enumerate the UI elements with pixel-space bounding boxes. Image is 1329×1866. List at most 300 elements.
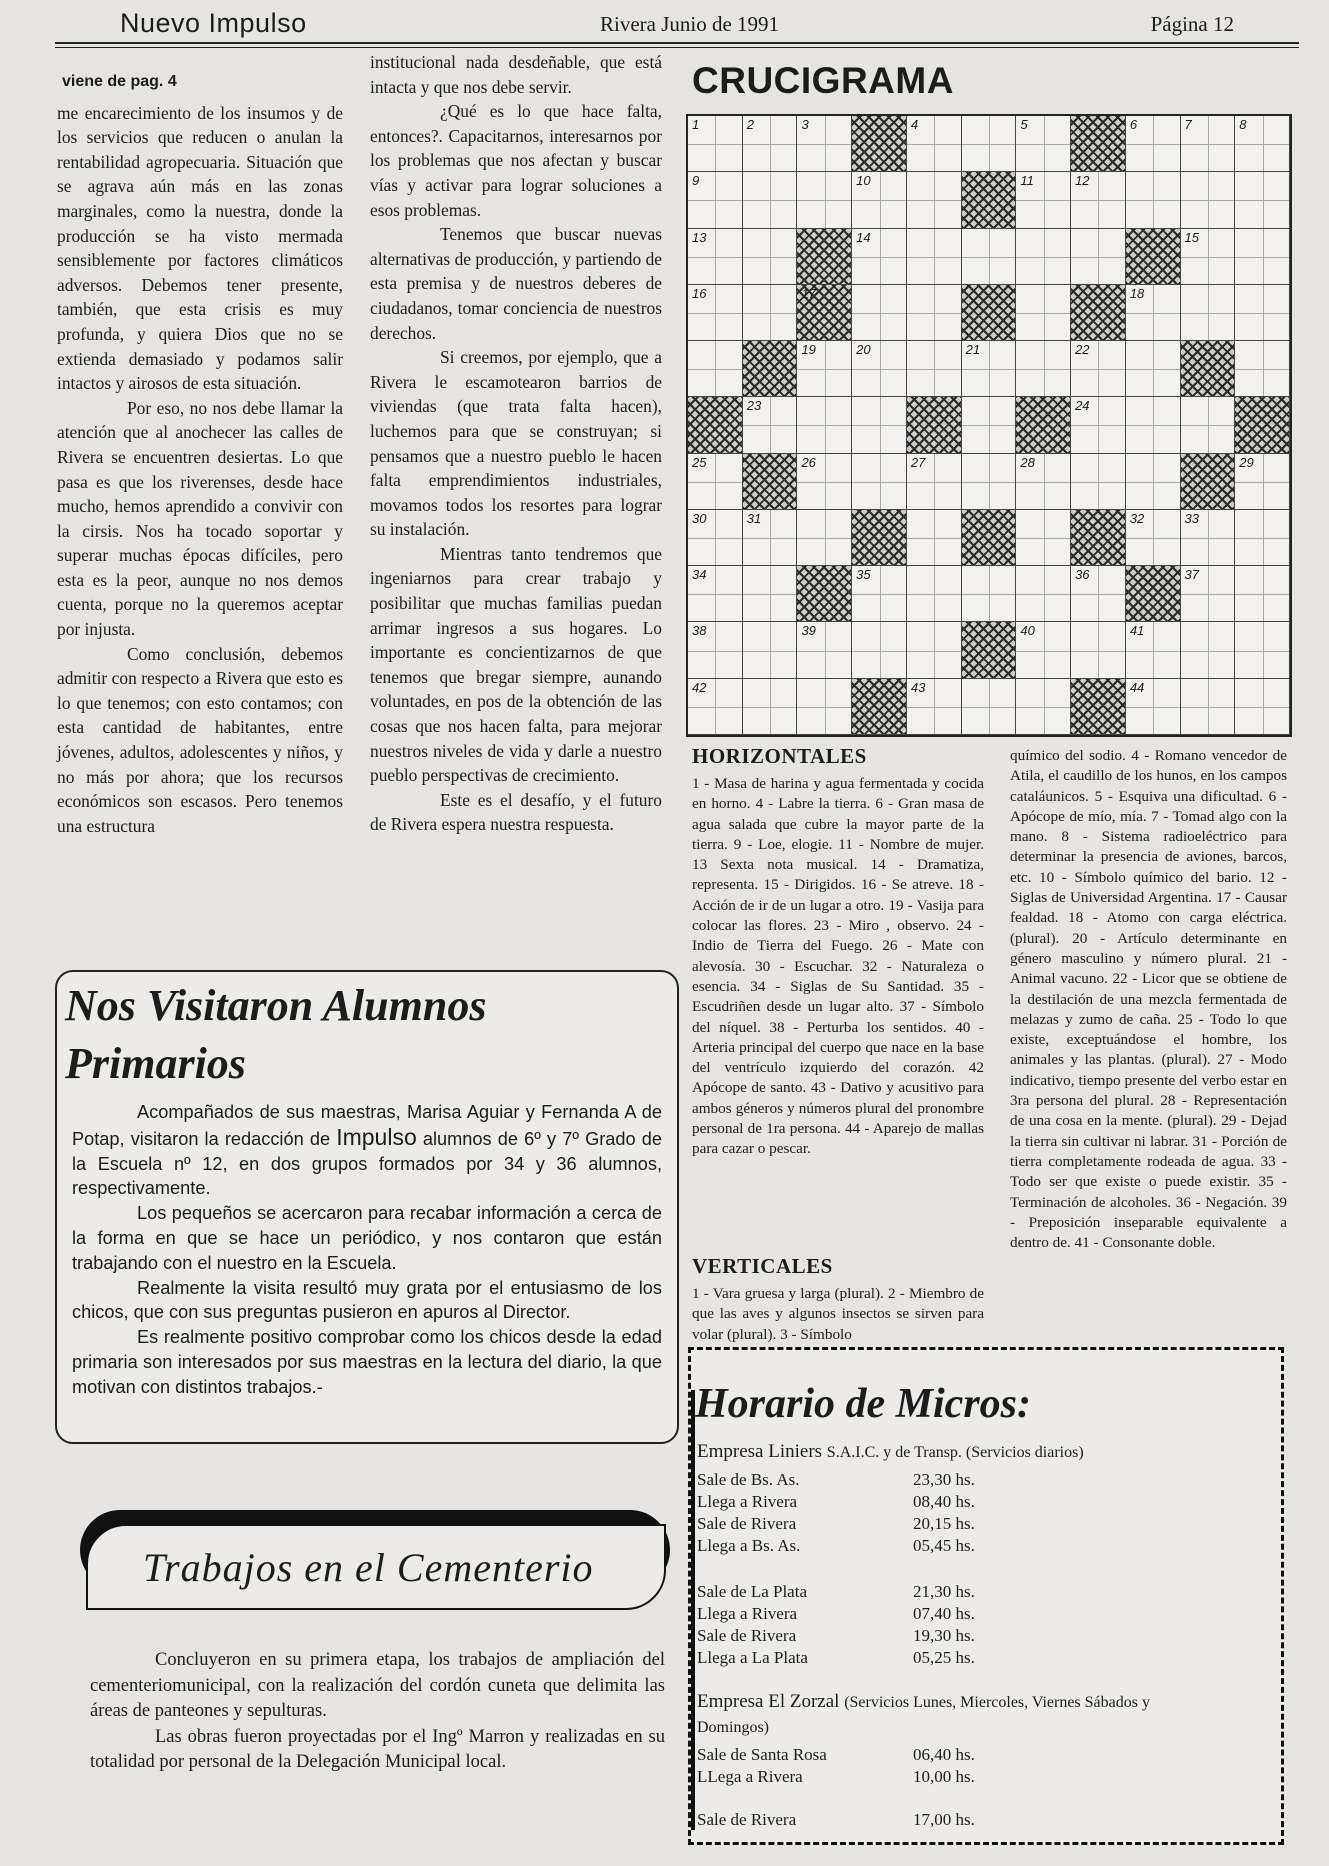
crossword-cell[interactable] — [1181, 285, 1236, 341]
crossword-number: 37 — [1184, 567, 1199, 583]
publication-name: Nuevo Impulso — [120, 8, 307, 38]
paragraph: Como conclusión, debemos admitir con respecto a Rivera que esto es lo que tenemos; con esto contamos; con esta cantidad de habitantes, entre jóvenes, adultos, adolescentes y niños, y no más por ahora; que los recursos económicos son escasos. Pero tenemos una estructura — [57, 643, 343, 836]
cell-guide-line — [825, 116, 826, 171]
cell-guide-line — [825, 679, 826, 734]
cell-guide-line — [934, 341, 935, 396]
crossword-cell[interactable] — [1126, 397, 1181, 453]
crossword-number: 4 — [910, 117, 919, 132]
crossword-cell[interactable] — [962, 679, 1017, 735]
crossword-black-cell — [962, 510, 1017, 566]
cell-guide-line — [880, 341, 881, 396]
cell-guide-line — [880, 454, 881, 509]
cell-guide-line — [770, 679, 771, 734]
crossword-cell[interactable] — [852, 397, 907, 453]
cell-guide-line — [1208, 116, 1209, 171]
crossword-cell[interactable] — [688, 454, 743, 510]
banner-frame — [86, 1524, 666, 1610]
cell-guide-line — [1263, 566, 1264, 621]
company-zorzal — [697, 1691, 1150, 1713]
page-number: Página 12 — [1150, 12, 1234, 36]
crossword-cell[interactable] — [743, 397, 798, 453]
cell-guide-line — [1044, 116, 1045, 171]
crossword-cell[interactable] — [1016, 116, 1071, 172]
cell-guide-line — [1153, 510, 1154, 565]
crossword-number: 14 — [856, 229, 871, 245]
cell-guide-line — [770, 229, 771, 284]
crossword-cell[interactable] — [1071, 566, 1126, 622]
text-span: alumnos de 6º y 7º Grado de la Escuela nº 12, en dos grupos formados por 34 y 36 alumnos, respectivamente. — [72, 1128, 663, 1199]
crossword-number: 39 — [801, 623, 816, 639]
clue-text: 1 - Masa de harina y agua fermentada y cocida en horno. 4 - Labre la tierra. 6 - Gran masa de agua salada que cubre la mayor parte de la tierra. 9 - Loe, elogie. 11 - Nombre de mujer. 13 Sexta nota musical. 14 - Dramatiza, representa. 15 - Dirigidos. 16 - Se atreve. 18 - Acción de ir de un lugar a otro. 19 - Vasija para colocar las flores. 23 - Miro , observo. 24 - Indio de Tierra del Fuego. 26 - Mate con alevosía. 30 - Escuchar. 32 - Naturaleza o esencia. 34 - Siglas de Su Santidad. 35 - Escudriñen desde un lugar alto. 37 - Símbolo del níquel. 38 - Perturba los sentidos. 40 - Arteria principal del cuerpo que nace en la base del ventrículo izquierdo del corazón. 42 Apócope de santo. 43 - Dativo y acusitivo para ambos géneros y números plural del pronombre personal de 1ra persona. 44 - Aparejo de mallas para cazar o pescar. — [692, 775, 984, 1158]
cell-guide-line — [715, 229, 716, 284]
crossword-cell[interactable] — [1126, 116, 1181, 172]
schedule-time: 20,15 hs. — [913, 1514, 975, 1533]
crossword-cell[interactable] — [688, 285, 743, 341]
crossword-cell[interactable] — [1181, 397, 1236, 453]
visit-title-line1: Nos Visitaron Alumnos — [65, 981, 487, 1030]
paragraph: Concluyeron en su primera etapa, los trabajos de ampliación del cementeriomunicipal, con la realización del cordón cuneta que delimita las áreas de panteones y sepulturas. — [90, 1650, 665, 1721]
crossword-cell[interactable] — [688, 116, 743, 172]
cell-guide-line — [715, 566, 716, 621]
cell-guide-line — [880, 566, 881, 621]
crossword-black-cell — [852, 116, 907, 172]
brand-name: Impulso — [336, 1123, 417, 1150]
crossword-cell[interactable] — [907, 116, 962, 172]
crossword-cell[interactable] — [907, 341, 962, 397]
crossword-cell[interactable] — [1071, 397, 1126, 453]
cell-guide-line — [934, 229, 935, 284]
crossword-cell[interactable] — [1016, 172, 1071, 228]
continued-from: viene de pag. 4 — [62, 73, 177, 90]
cell-guide-line — [770, 116, 771, 171]
schedule-time: 23,30 hs. — [913, 1470, 975, 1489]
crossword-cell[interactable] — [1235, 285, 1290, 341]
cell-guide-line — [989, 679, 990, 734]
crossword-cell[interactable] — [688, 566, 743, 622]
bus-schedule-box — [688, 1347, 1284, 1845]
crossword-cell[interactable] — [743, 510, 798, 566]
crossword-number: 41 — [1129, 623, 1145, 639]
crossword-number: 2 — [746, 117, 754, 132]
crossword-cell[interactable] — [962, 397, 1017, 453]
cell-guide-line — [989, 454, 990, 509]
header-rule — [55, 42, 1299, 44]
crossword-cell[interactable] — [688, 679, 743, 735]
cell-guide-line — [1044, 566, 1045, 621]
crossword-black-cell — [1126, 566, 1181, 622]
crossword-black-cell — [1016, 397, 1071, 453]
crossword-cell[interactable] — [1235, 172, 1290, 228]
crossword-number: 18 — [1129, 285, 1145, 301]
crossword-number: 25 — [692, 454, 707, 470]
cell-guide-line — [1263, 679, 1264, 734]
crossword-number: 43 — [910, 679, 926, 695]
crossword-title: CRUCIGRAMA — [692, 60, 954, 101]
schedule-time: 07,40 hs. — [913, 1604, 975, 1623]
cell-guide-line — [1098, 566, 1099, 621]
cell-guide-line — [1153, 341, 1154, 396]
crossword-cell[interactable] — [852, 454, 907, 510]
crossword-cell[interactable] — [1126, 341, 1181, 397]
crossword-grid — [686, 114, 1292, 737]
cementerio-title: Trabajos en el Cementerio — [143, 1545, 594, 1590]
schedule-time: 05,45 hs. — [913, 1536, 975, 1555]
company-liniers — [697, 1441, 1084, 1463]
crossword-cell[interactable] — [688, 229, 743, 285]
cell-guide-line — [825, 341, 826, 396]
crossword-number: 8 — [1239, 117, 1247, 132]
paragraph: Es realmente positivo comprobar como los chicos desde la edad primaria son interesados por sus maestras en la lectura del diario, la que motivan con distintos trabajos.- — [72, 1327, 662, 1397]
crossword-number: 10 — [856, 173, 871, 189]
crossword-cell[interactable] — [1016, 454, 1071, 510]
cell-guide-line — [715, 116, 716, 171]
cell-guide-line — [1044, 510, 1045, 565]
crossword-cell[interactable] — [907, 679, 962, 735]
cell-guide-line — [1263, 510, 1264, 565]
cell-guide-line — [770, 172, 771, 227]
cell-guide-line — [934, 622, 935, 677]
company-zorzal-note2 — [697, 1716, 769, 1738]
crossword-cell[interactable] — [1016, 510, 1071, 566]
crossword-cell[interactable] — [1126, 285, 1181, 341]
cell-guide-line — [770, 622, 771, 677]
schedule-place: Sale de Santa Rosa — [697, 1745, 827, 1764]
crossword-cell[interactable] — [1016, 622, 1071, 678]
schedule-place: Sale de Rivera — [697, 1514, 797, 1533]
cell-guide-line — [1263, 229, 1264, 284]
crossword-cell[interactable] — [962, 454, 1017, 510]
crossword-cell[interactable] — [797, 397, 852, 453]
cell-guide-line — [1098, 341, 1099, 396]
schedule-time: 05,25 hs. — [913, 1648, 975, 1667]
crossword-cell[interactable] — [1235, 341, 1290, 397]
crossword-cell[interactable] — [688, 510, 743, 566]
schedule-place: Sale de La Plata — [697, 1582, 807, 1601]
cell-guide-line — [825, 172, 826, 227]
crossword-cell[interactable] — [907, 454, 962, 510]
cell-guide-line — [880, 397, 881, 452]
paragraph: ¿Qué es lo que hace falta, entonces?. Capacitarnos, interesarnos por los problemas que nos afectan y buscar vías y activar para lograr soluciones a esos problemas. — [370, 101, 662, 220]
crossword-cell[interactable] — [907, 285, 962, 341]
crossword-cell[interactable] — [852, 566, 907, 622]
schedule-time: 10,00 hs. — [913, 1767, 975, 1786]
crossword-cell[interactable] — [1235, 679, 1290, 735]
crossword-cell[interactable] — [907, 566, 962, 622]
paragraph — [72, 1100, 662, 1201]
crossword-black-cell — [688, 397, 743, 453]
cell-guide-line — [770, 285, 771, 340]
company-note: (Servicios Lunes, Miercoles, Viernes Sábados y — [844, 1694, 1150, 1711]
cell-guide-line — [1153, 622, 1154, 677]
cell-guide-line — [715, 341, 716, 396]
cell-guide-line — [1208, 566, 1209, 621]
crossword-black-cell — [852, 679, 907, 735]
cell-guide-line — [715, 454, 716, 509]
crossword-number: 29 — [1239, 454, 1254, 470]
cell-guide-line — [1044, 679, 1045, 734]
schedule-place: Llega a Rivera — [697, 1604, 798, 1623]
crossword-cell[interactable] — [688, 341, 743, 397]
crossword-cell[interactable] — [1016, 566, 1071, 622]
schedule-place: Llega a Rivera — [697, 1492, 798, 1511]
cell-guide-line — [1044, 172, 1045, 227]
crossword-cell[interactable] — [852, 285, 907, 341]
cell-guide-line — [1208, 622, 1209, 677]
crossword-black-cell — [743, 341, 798, 397]
crossword-number: 32 — [1129, 510, 1145, 526]
cell-guide-line — [770, 566, 771, 621]
cell-guide-line — [1153, 679, 1154, 734]
cell-guide-line — [989, 566, 990, 621]
crossword-black-cell — [797, 285, 852, 341]
crossword-black-cell — [907, 397, 962, 453]
crossword-cell[interactable] — [797, 341, 852, 397]
crossword-number: 35 — [856, 567, 871, 583]
schedule-place: Sale de Rivera — [697, 1626, 797, 1645]
cell-guide-line — [880, 622, 881, 677]
crossword-cell[interactable] — [743, 229, 798, 285]
company-note: Domingos) — [697, 1719, 769, 1736]
crossword-number: 7 — [1184, 117, 1192, 132]
crossword-number: 44 — [1129, 679, 1145, 695]
crossword-cell[interactable] — [743, 679, 798, 735]
crossword-black-cell — [797, 566, 852, 622]
cell-guide-line — [1044, 229, 1045, 284]
paragraph: Este es el desafío, y el futuro de Rivera espera nuestra respuesta. — [370, 789, 662, 835]
crossword-cell[interactable] — [962, 566, 1017, 622]
schedule-place: Sale de Bs. As. — [697, 1470, 800, 1489]
schedule-time: 08,40 hs. — [913, 1492, 975, 1511]
crossword-cell[interactable] — [962, 229, 1017, 285]
article-column-2 — [370, 50, 662, 837]
crossword-cell[interactable] — [1235, 566, 1290, 622]
crossword-cell[interactable] — [1126, 622, 1181, 678]
crossword-number: 12 — [1075, 173, 1090, 189]
cell-guide-line — [1044, 285, 1045, 340]
cell-guide-line — [1153, 116, 1154, 171]
cell-guide-line — [825, 397, 826, 452]
schedule-place: LLega a Rivera — [697, 1767, 803, 1786]
crossword-cell[interactable] — [1126, 172, 1181, 228]
crossword-black-cell — [1071, 679, 1126, 735]
cell-guide-line — [1208, 285, 1209, 340]
paragraph: Si creemos, por ejemplo, que a Rivera le escamotearon barrios de viviendas (que trata falta hacen), luchemos para que se construyan; si pensamos que a nuestro pueblo le hacen falta emprendimientos industriales, movamos todos los resortes para lograr su instalación. — [370, 347, 662, 540]
paragraph: Los pequeños se acercaron para recabar información a cerca de la forma en que se hace un periódico, y nos contaron que están trabajando con el nuestro en la Escuela. — [72, 1203, 662, 1273]
crossword-cell[interactable] — [688, 622, 743, 678]
crossword-black-cell — [797, 229, 852, 285]
horizontales-heading: HORIZONTALES — [692, 744, 867, 768]
crossword-number: 13 — [692, 229, 707, 245]
crossword-black-cell — [1181, 454, 1236, 510]
crossword-number: 19 — [801, 342, 816, 358]
cell-guide-line — [934, 510, 935, 565]
crossword-black-cell — [852, 510, 907, 566]
cell-guide-line — [1263, 285, 1264, 340]
crossword-cell[interactable] — [1126, 510, 1181, 566]
crossword-cell[interactable] — [1235, 116, 1290, 172]
crossword-cell[interactable] — [962, 116, 1017, 172]
cell-guide-line — [1044, 454, 1045, 509]
crossword-black-cell — [1181, 341, 1236, 397]
crossword-cell[interactable] — [907, 622, 962, 678]
cell-guide-line — [825, 454, 826, 509]
crossword-number: 40 — [1020, 623, 1035, 639]
cell-guide-line — [1263, 172, 1264, 227]
crossword-cell[interactable] — [1071, 454, 1126, 510]
paragraph: Realmente la visita resultó muy grata por el entusiasmo de los chicos, que con sus preguntas pusieron en apuros al Director. — [72, 1277, 662, 1323]
schedule-time: 17,00 hs. — [913, 1810, 975, 1829]
cell-guide-line — [770, 397, 771, 452]
crossword-cell[interactable] — [797, 510, 852, 566]
cell-guide-line — [934, 172, 935, 227]
paragraph: Tenemos que buscar nuevas alternativas de producción, y partiendo de esta premisa y de nuestros deberes de ciudadanos, tomar conciencia de nuestros derechos. — [370, 224, 662, 343]
crossword-cell[interactable] — [797, 172, 852, 228]
company-note: S.A.I.C. y de Transp. (Servicios diarios) — [826, 1444, 1084, 1461]
article-column-1 — [57, 70, 343, 838]
paragraph: Por eso, no nos debe llamar la atención que al anochecer las calles de Rivera se encuentren desiertas. Lo que pasa es que los riverenses, desde hace mucho, hemos aprendido a convivir con la cirsis. Nos ha tocado soportar y superar muchas épocas difíciles, pero esta es la peor, aunque no nos demos cuenta, porque no la queremos aceptar por injusta. — [57, 397, 343, 640]
cell-guide-line — [934, 454, 935, 509]
crossword-cell[interactable] — [743, 622, 798, 678]
crossword-cell[interactable] — [1016, 341, 1071, 397]
header-rule-thin — [55, 47, 1299, 48]
crossword-cell[interactable] — [797, 679, 852, 735]
crossword-number: 26 — [801, 454, 816, 470]
crossword-cell[interactable] — [1071, 229, 1126, 285]
crossword-cell[interactable] — [1016, 285, 1071, 341]
cell-guide-line — [880, 285, 881, 340]
issue-date: Rivera Junio de 1991 — [600, 12, 780, 36]
crossword-cell[interactable] — [1071, 172, 1126, 228]
crossword-cell[interactable] — [1181, 510, 1236, 566]
crossword-cell[interactable] — [1181, 679, 1236, 735]
visit-body — [72, 1100, 662, 1400]
crossword-number: 34 — [692, 567, 707, 583]
crossword-cell[interactable] — [743, 116, 798, 172]
crossword-number: 1 — [692, 117, 700, 132]
cell-guide-line — [1153, 285, 1154, 340]
verticales-heading: VERTICALES — [692, 1254, 833, 1278]
crossword-cell[interactable] — [1181, 622, 1236, 678]
schedule-place: Sale de Rivera — [697, 1810, 797, 1829]
cell-guide-line — [715, 679, 716, 734]
crossword-cell[interactable] — [743, 172, 798, 228]
cell-guide-line — [880, 172, 881, 227]
crossword-cell[interactable] — [1016, 679, 1071, 735]
crossword-black-cell — [743, 454, 798, 510]
crossword-cell[interactable] — [1181, 172, 1236, 228]
cell-guide-line — [715, 622, 716, 677]
cell-guide-line — [715, 510, 716, 565]
crossword-cell[interactable] — [1071, 622, 1126, 678]
crossword-number: 36 — [1075, 567, 1090, 583]
crossword-cell[interactable] — [852, 341, 907, 397]
crossword-cell[interactable] — [1126, 454, 1181, 510]
cell-guide-line — [1098, 172, 1099, 227]
cell-guide-line — [1208, 172, 1209, 227]
crossword-number: 28 — [1020, 454, 1035, 470]
crossword-cell[interactable] — [852, 229, 907, 285]
cell-guide-line — [1208, 679, 1209, 734]
cementerio-body — [90, 1648, 665, 1776]
crossword-cell[interactable] — [797, 116, 852, 172]
crossword-cell[interactable] — [1016, 229, 1071, 285]
page-header — [55, 6, 1299, 44]
crossword-number: 17 — [801, 285, 816, 301]
schedule-time: 19,30 hs. — [913, 1626, 975, 1645]
crossword-number: 16 — [692, 285, 707, 301]
crossword-cell[interactable] — [1235, 510, 1290, 566]
verticales-clues-cont — [1010, 746, 1287, 1253]
cell-guide-line — [1153, 454, 1154, 509]
paragraph: me encarecimiento de los insumos y de los servicios que reducen o anulan la rentabilidad agropecuaria. Situación que se agrava aún más en las zonas marginales, como la nuestra, donde la producción se ha visto mermada sensiblemente por factores climáticos adversos. Debemos tener presente, también, que esta crisis es muy profunda, y quiera Dios que no se extienda demasiado y podamos salir intactos y airosos de esta situación. — [57, 102, 343, 394]
crossword-cell[interactable] — [797, 454, 852, 510]
schedule-time: 21,30 hs. — [913, 1582, 975, 1601]
schedule-place: Llega a La Plata — [697, 1648, 808, 1667]
cell-guide-line — [715, 172, 716, 227]
cell-guide-line — [1153, 397, 1154, 452]
schedule-time: 06,40 hs. — [913, 1745, 975, 1764]
crossword-cell[interactable] — [1235, 229, 1290, 285]
crossword-cell[interactable] — [907, 172, 962, 228]
crossword-number: 15 — [1184, 229, 1199, 245]
crossword-black-cell — [1126, 229, 1181, 285]
crossword-cell[interactable] — [688, 172, 743, 228]
visit-title-line2: Primarios — [65, 1039, 246, 1088]
crossword-black-cell — [1071, 116, 1126, 172]
crossword-cell[interactable] — [743, 285, 798, 341]
crossword-number: 21 — [965, 342, 981, 358]
crossword-cell[interactable] — [1071, 341, 1126, 397]
cell-guide-line — [1098, 229, 1099, 284]
crossword-cell[interactable] — [907, 229, 962, 285]
verticales-clues-start — [692, 1284, 984, 1345]
crossword-cell[interactable] — [1181, 116, 1236, 172]
crossword-cell[interactable] — [797, 622, 852, 678]
crossword-cell[interactable] — [1126, 679, 1181, 735]
cell-guide-line — [934, 566, 935, 621]
left-bar — [691, 1390, 695, 1830]
cell-guide-line — [934, 285, 935, 340]
crossword-number: 11 — [1020, 173, 1034, 189]
crossword-black-cell — [962, 285, 1017, 341]
horizontales-clues — [692, 774, 984, 1160]
cell-guide-line — [715, 285, 716, 340]
crossword-cell[interactable] — [962, 341, 1017, 397]
cell-guide-line — [770, 510, 771, 565]
crossword-cell[interactable] — [1235, 622, 1290, 678]
crossword-cell[interactable] — [1235, 454, 1290, 510]
crossword-black-cell — [1235, 397, 1290, 453]
crossword-cell[interactable] — [907, 510, 962, 566]
crossword-number: 5 — [1020, 117, 1028, 132]
crossword-number: 24 — [1075, 398, 1090, 414]
schedule-title: Horario de Micros: — [695, 1381, 1031, 1427]
crossword-cell[interactable] — [1181, 229, 1236, 285]
crossword-cell[interactable] — [743, 566, 798, 622]
cell-guide-line — [989, 229, 990, 284]
crossword-cell[interactable] — [852, 622, 907, 678]
crossword-cell[interactable] — [1181, 566, 1236, 622]
company-name: Empresa Liniers — [697, 1441, 823, 1462]
cell-guide-line — [934, 116, 935, 171]
cementerio-title-banner — [80, 1510, 670, 1610]
cell-guide-line — [989, 116, 990, 171]
visit-article-box — [55, 970, 679, 1444]
cell-guide-line — [1208, 397, 1209, 452]
crossword-black-cell — [962, 622, 1017, 678]
crossword-cell[interactable] — [852, 172, 907, 228]
crossword-number: 33 — [1184, 510, 1199, 526]
